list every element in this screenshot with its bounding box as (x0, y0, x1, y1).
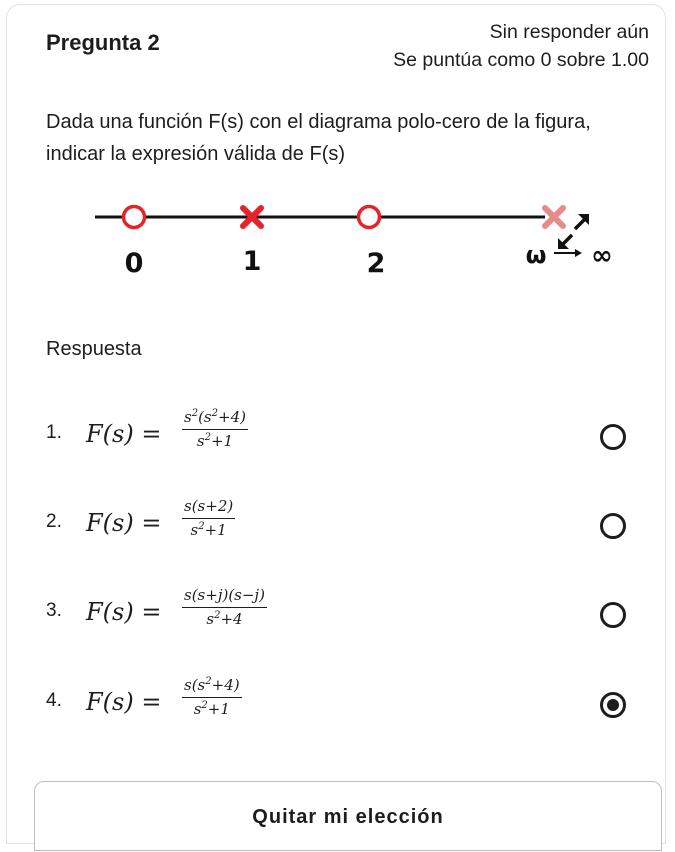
formula-fraction (182, 408, 248, 450)
fraction-numerator: $s^2(s^2+4)$ (184, 408, 246, 426)
question-status (393, 18, 649, 74)
fraction-denominator: $s^2+4$ (206, 610, 243, 628)
option-number: 3. (46, 600, 62, 621)
formula-lhs: F(s) = (86, 598, 162, 626)
formula-fraction (182, 586, 267, 628)
radio-button[interactable] (600, 424, 626, 450)
fraction-numerator: s(s+2) (184, 497, 234, 515)
answer-option-2[interactable] (46, 493, 656, 557)
pole-zero-diagram (90, 190, 650, 290)
fraction-bar (182, 607, 267, 608)
answer-option-1[interactable] (46, 404, 656, 468)
fraction-denominator: $s^2+1$ (196, 432, 234, 450)
zero-marker-0 (124, 207, 145, 228)
radio-button[interactable] (600, 602, 626, 628)
fraction-bar (182, 697, 242, 698)
pole-marker-infinity (545, 208, 563, 226)
fraction-numerator: $s(s^2+4)$ (184, 676, 240, 694)
answer-option-3[interactable] (46, 582, 656, 646)
tick-label-1: 1 (242, 246, 262, 277)
answer-label: Respuesta (46, 338, 142, 360)
zero-marker-2 (359, 207, 380, 228)
formula-lhs: F(s) = (86, 509, 162, 537)
limit-arrowhead (575, 249, 582, 257)
question-prompt: Dada una función F(s) con el diagrama polo-cero de la figura, indicar la expresión válida de F(s) (46, 111, 591, 165)
fraction-numerator: s(s+j)(s−j) (184, 586, 265, 604)
question-title: Pregunta 2 (46, 30, 160, 55)
radio-button[interactable] (600, 692, 626, 718)
status-text: Sin responder aún (489, 21, 649, 43)
arrow-up-right-icon (575, 214, 589, 229)
infinity-label: ∞ (591, 241, 613, 271)
arrow-down-left-icon (558, 235, 572, 249)
formula-fraction (182, 676, 242, 718)
fraction-bar (182, 518, 235, 519)
formula-lhs: F(s) = (86, 420, 162, 448)
fraction-denominator: $s^2+1$ (190, 521, 227, 539)
fraction-denominator: $s^2+1$ (193, 700, 230, 718)
option-number: 4. (46, 690, 62, 711)
formula-fraction (182, 497, 235, 539)
formula-lhs: F(s) = (86, 688, 162, 716)
score-text: Se puntúa como 0 sobre 1.00 (393, 49, 649, 71)
tick-label-2: 2 (366, 248, 386, 279)
option-number: 1. (46, 422, 62, 443)
clear-choice-button[interactable]: Quitar mi elección (34, 781, 662, 851)
tick-label-0: 0 (124, 248, 144, 279)
fraction-bar (182, 429, 248, 430)
radio-button[interactable] (600, 513, 626, 539)
option-number: 2. (46, 511, 62, 532)
omega-label: ω (525, 241, 547, 269)
answer-option-4[interactable] (46, 672, 656, 736)
